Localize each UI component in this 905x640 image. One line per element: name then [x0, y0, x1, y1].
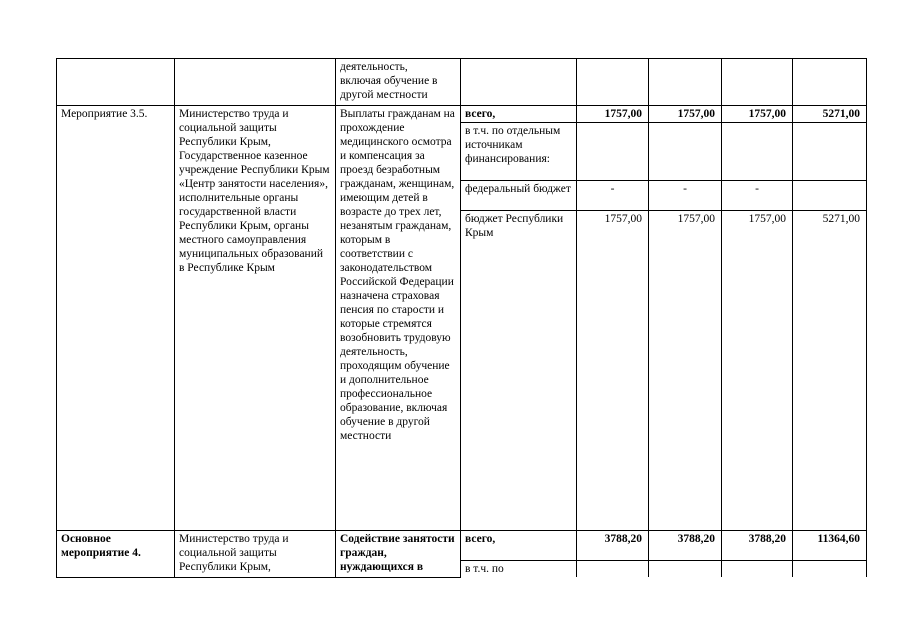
m35-crimea-v3: 1757,00	[722, 211, 793, 531]
m35-total-v2: 1757,00	[649, 106, 722, 123]
continuation-row	[57, 59, 867, 106]
m35-crimea-sum: 5271,00	[793, 211, 867, 531]
m35-source-federal: федеральный бюджет	[461, 181, 577, 211]
cell-empty	[722, 123, 793, 181]
m35-row-total	[57, 106, 867, 123]
m4-total-v1: 3788,20	[577, 531, 649, 561]
cell-empty	[175, 59, 336, 106]
cell-empty	[577, 59, 649, 106]
m4-row-total	[57, 531, 867, 561]
m35-total-sum: 5271,00	[793, 106, 867, 123]
cell-empty	[57, 59, 175, 106]
m35-federal-v3: -	[722, 181, 793, 211]
m35-name: Мероприятие 3.5.	[57, 106, 175, 531]
m35-total-v3: 1757,00	[722, 106, 793, 123]
cell-empty	[649, 123, 722, 181]
m4-total-sum: 11364,60	[793, 531, 867, 561]
m35-executors: Министерство труда и социальной защиты Республики Крым, Государственное казенное учреждение Республики Крым «Центр занятости населения», исполнительные органы государственной власти Республики Крым, органы местного самоуправления муниципальных образований в Республике Крым	[175, 106, 336, 531]
m4-name: Основное мероприятие 4.	[57, 531, 175, 578]
m35-federal-sum	[793, 181, 867, 211]
cell-empty	[793, 123, 867, 181]
m35-crimea-v1: 1757,00	[577, 211, 649, 531]
m35-description: Выплаты гражданам на прохождение медицинского осмотра и компенсация за проезд безработным гражданам, женщинам, имеющим детей в возрасте до трех лет, незанятым гражданам, которым в соответствии с законодательством Российской Федерации назначена страховая пенсия по старости и которые стремятся возобновить трудовую деятельность, проходящим обучение и дополнительное профессиональное образование, включая обучение в другой местности	[336, 106, 461, 531]
m4-description: Содействие занятости граждан, нуждающихся в	[336, 531, 461, 578]
m35-source-breakdown: в т.ч. по отдельным источникам финансирования:	[461, 123, 577, 181]
m4-source-total: всего,	[461, 531, 577, 561]
m35-crimea-v2: 1757,00	[649, 211, 722, 531]
m4-source-breakdown: в т.ч. по	[461, 561, 577, 578]
m4-total-v3: 3788,20	[722, 531, 793, 561]
cell-empty	[577, 123, 649, 181]
m35-federal-v2: -	[649, 181, 722, 211]
cell-empty	[649, 561, 722, 578]
cell-empty	[793, 561, 867, 578]
cell-empty	[722, 59, 793, 106]
cell-empty	[722, 561, 793, 578]
cell-empty	[461, 59, 577, 106]
cell-empty	[649, 59, 722, 106]
cell-empty	[793, 59, 867, 106]
m35-source-crimea: бюджет Республики Крым	[461, 211, 577, 531]
m35-total-v1: 1757,00	[577, 106, 649, 123]
continuation-description: деятельность, включая обучение в другой местности	[336, 59, 461, 106]
m35-source-total: всего,	[461, 106, 577, 123]
cell-empty	[577, 561, 649, 578]
m4-total-v2: 3788,20	[649, 531, 722, 561]
financing-table	[56, 58, 867, 578]
m4-executors: Министерство труда и социальной защиты Республики Крым,	[175, 531, 336, 578]
m35-federal-v1: -	[577, 181, 649, 211]
